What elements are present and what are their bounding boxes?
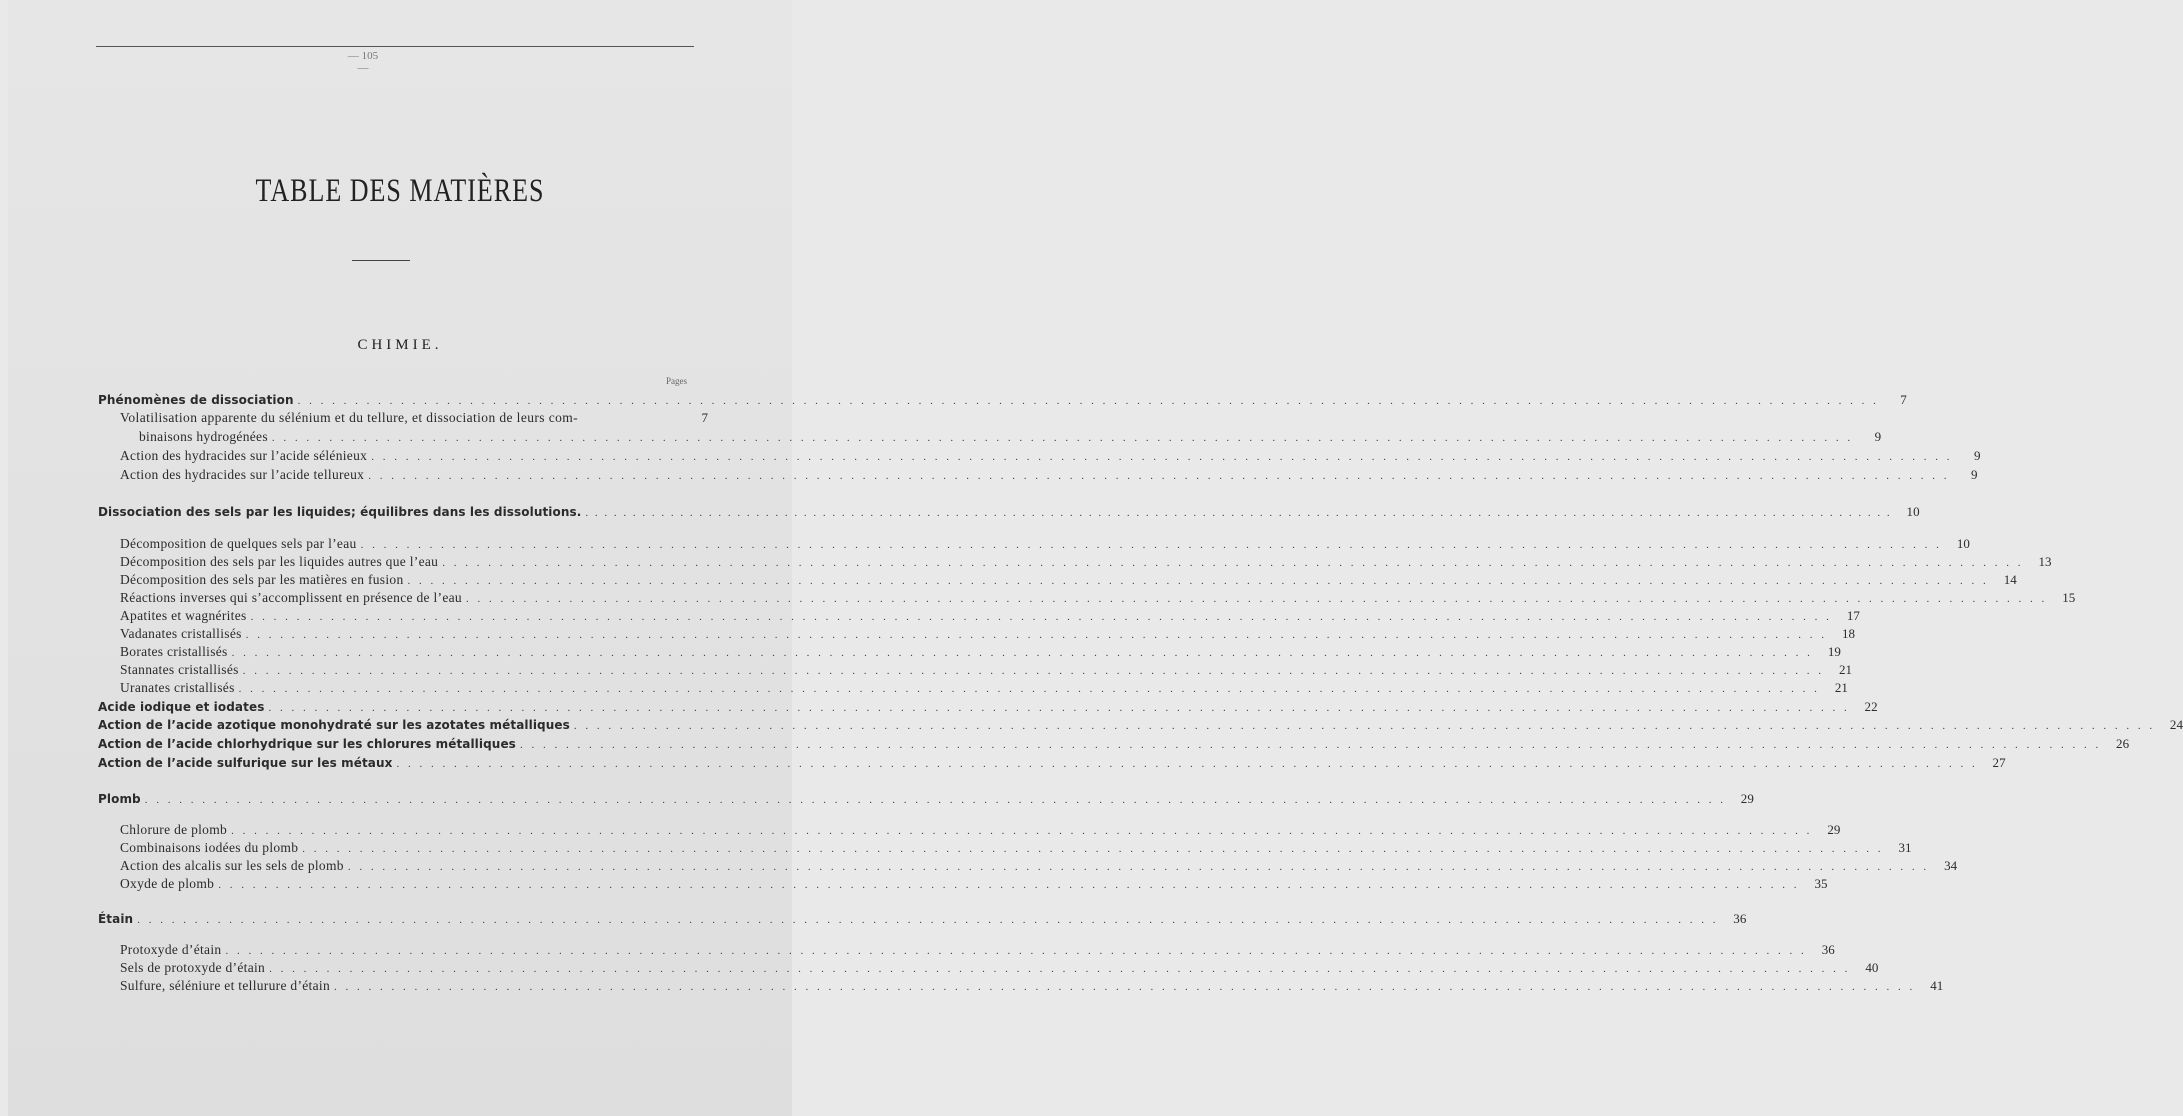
- toc-entry: [120, 607, 1860, 625]
- toc-page-number: 7: [701, 410, 708, 425]
- dot-leader: [348, 858, 1929, 876]
- dot-leader: [232, 644, 1813, 662]
- toc-entry: [120, 571, 2017, 589]
- title-divider: [352, 260, 410, 261]
- toc-entry: [120, 857, 1958, 875]
- toc-entry: [120, 679, 1848, 697]
- toc-entry-label: Sulfure, séléniure et tellurure d’étain: [120, 978, 330, 993]
- toc-page-number: 9: [1874, 429, 1882, 444]
- dot-leader: [466, 590, 2047, 608]
- dot-leader: [585, 504, 1891, 522]
- dot-leader: [298, 392, 1879, 410]
- toc-entry-label: Sels de protoxyde d’étain: [120, 960, 266, 975]
- toc-entry-label: Chlorure de plomb: [120, 822, 228, 837]
- toc-entry-label: Combinaisons iodées du plomb: [120, 840, 299, 855]
- toc-entry: [120, 643, 1841, 661]
- dot-leader: [137, 911, 1718, 929]
- dot-leader: [302, 840, 1883, 858]
- toc-entry: [120, 625, 1855, 643]
- page-folio: — 105 —: [347, 50, 379, 74]
- toc-entry-label: Volatilisation apparente du sélénium et du tellure, et dissociation de leurs com-: [120, 410, 579, 425]
- toc-entry-label: Décomposition de quelques sels par l’eau: [120, 536, 357, 551]
- dot-leader: [334, 978, 1915, 996]
- dot-leader: [272, 429, 1853, 447]
- top-rule: [96, 46, 694, 47]
- toc-entry-wrapped: [120, 409, 708, 427]
- dot-leader: [225, 942, 1806, 960]
- toc-entry-label: Action de l’acide chlorhydrique sur les chlorures métalliques: [98, 737, 516, 751]
- toc-entry: [120, 553, 2052, 571]
- toc-entry: [120, 977, 1944, 995]
- toc-page-number: 27: [1992, 755, 2006, 770]
- toc-entry-heading: [98, 503, 1920, 521]
- toc-entry-heading: [98, 391, 1907, 409]
- toc-entry-label: Phénomènes de dissociation: [98, 393, 294, 407]
- toc-page-number: 21: [1834, 680, 1848, 695]
- dot-leader: [520, 736, 2101, 754]
- toc-page-number: 15: [2062, 590, 2076, 605]
- toc-entry-heading: [98, 716, 2183, 734]
- toc-entry-heading: [98, 698, 1878, 716]
- dot-leader: [442, 554, 2023, 572]
- dot-leader: [396, 755, 1977, 773]
- toc-entry-label: Dissociation des sels par les liquides; équilibres dans les dissolutions.: [98, 505, 582, 519]
- toc-entry-label: Vadanates cristallisés: [120, 626, 242, 641]
- toc-page-number: 31: [1898, 840, 1912, 855]
- toc-entry: [120, 661, 1852, 679]
- toc-entry: [120, 959, 1879, 977]
- toc-page-number: 29: [1827, 822, 1841, 837]
- toc-page-number: 14: [2003, 572, 2017, 587]
- toc-page-number: 40: [1865, 960, 1879, 975]
- toc-page-number: 10: [1906, 504, 1920, 519]
- toc-page-number: 9: [1970, 467, 1978, 482]
- dot-leader: [246, 626, 1827, 644]
- toc-page-number: 17: [1846, 608, 1860, 623]
- pages-column-label: Pages: [666, 376, 687, 386]
- toc-entry-label: Action de l’acide sulfurique sur les métaux: [98, 756, 393, 770]
- dot-leader: [361, 536, 1942, 554]
- toc-entry-heading: [98, 754, 2006, 772]
- toc-entry-heading: [98, 910, 1747, 928]
- toc-entry: [120, 589, 2076, 607]
- toc-entry: [120, 821, 1841, 839]
- toc-entry-label: Stannates cristallisés: [120, 662, 239, 677]
- toc-page-number: 7: [1900, 392, 1907, 407]
- toc-page-number: 29: [1740, 791, 1754, 806]
- toc-entry-heading: [98, 790, 1754, 808]
- toc-page-number: 13: [2038, 554, 2052, 569]
- toc-page-number: 36: [1733, 911, 1747, 926]
- toc-entry-heading: [98, 735, 2130, 753]
- toc-entry-label: binaisons hydrogénées: [139, 429, 268, 444]
- toc-entry-label: Décomposition des sels par les liquides autres que l’eau: [120, 554, 439, 569]
- toc-page-number: 10: [1956, 536, 1970, 551]
- dot-leader: [231, 822, 1812, 840]
- toc-entry-label: Uranates cristallisés: [120, 680, 235, 695]
- toc-entry-label: Apatites et wagnérites: [120, 608, 247, 623]
- toc-entry-label: Décomposition des sels par les matières en fusion: [120, 572, 404, 587]
- toc-entry-label: Étain: [98, 912, 134, 926]
- dot-leader: [251, 608, 1832, 626]
- toc-entry: [120, 447, 1981, 465]
- toc-page-number: 36: [1821, 942, 1835, 957]
- document-title: TABLE DES MATIÈRES: [255, 172, 545, 209]
- section-heading: CHIMIE.: [357, 337, 443, 353]
- toc-page-number: 34: [1944, 858, 1958, 873]
- toc-page-number: 24: [2169, 717, 2183, 732]
- dot-leader: [218, 876, 1799, 894]
- dot-leader: [243, 662, 1824, 680]
- dot-leader: [368, 467, 1949, 485]
- dot-leader: [145, 791, 1726, 809]
- toc-entry-label: Action des alcalis sur les sels de plomb: [120, 858, 344, 873]
- toc-entry: [120, 466, 1978, 484]
- toc-entry-label: Borates cristallisés: [120, 644, 228, 659]
- toc-entry-label: Protoxyde d’étain: [120, 942, 222, 957]
- toc-entry-continuation: [139, 428, 1882, 446]
- toc-page-number: 35: [1814, 876, 1828, 891]
- toc-entry: [120, 839, 1912, 857]
- dot-leader: [239, 680, 1820, 698]
- toc-page-number: 41: [1930, 978, 1944, 993]
- toc-page-number: 26: [2115, 736, 2130, 751]
- dot-leader: [408, 572, 1989, 590]
- toc-entry: [120, 535, 1970, 553]
- toc-entry-label: Réactions inverses qui s’accomplissent en présence de l’eau: [120, 590, 462, 605]
- toc-page-number: 9: [1973, 448, 1981, 463]
- toc-entry-label: Oxyde de plomb: [120, 876, 215, 891]
- dot-leader: [574, 717, 2155, 735]
- toc-entry-label: Action des hydracides sur l’acide tellureux: [120, 467, 365, 482]
- toc-entry: [120, 875, 1828, 893]
- toc-entry-label: Acide iodique et iodates: [98, 700, 265, 714]
- document-page: [8, 0, 2183, 1116]
- toc-page-number: 19: [1827, 644, 1841, 659]
- toc-page-number: 21: [1838, 662, 1852, 677]
- toc-page-number: 22: [1864, 699, 1878, 714]
- toc-entry: [120, 941, 1835, 959]
- toc-entry-label: Plomb: [98, 792, 141, 806]
- dot-leader: [268, 699, 1849, 717]
- dot-leader: [269, 960, 1850, 978]
- toc-entry-label: Action des hydracides sur l’acide sélénieux: [120, 448, 368, 463]
- dot-leader: [371, 448, 1952, 466]
- toc-page-number: 18: [1841, 626, 1855, 641]
- toc-entry-label: Action de l’acide azotique monohydraté sur les azotates métalliques: [98, 718, 570, 732]
